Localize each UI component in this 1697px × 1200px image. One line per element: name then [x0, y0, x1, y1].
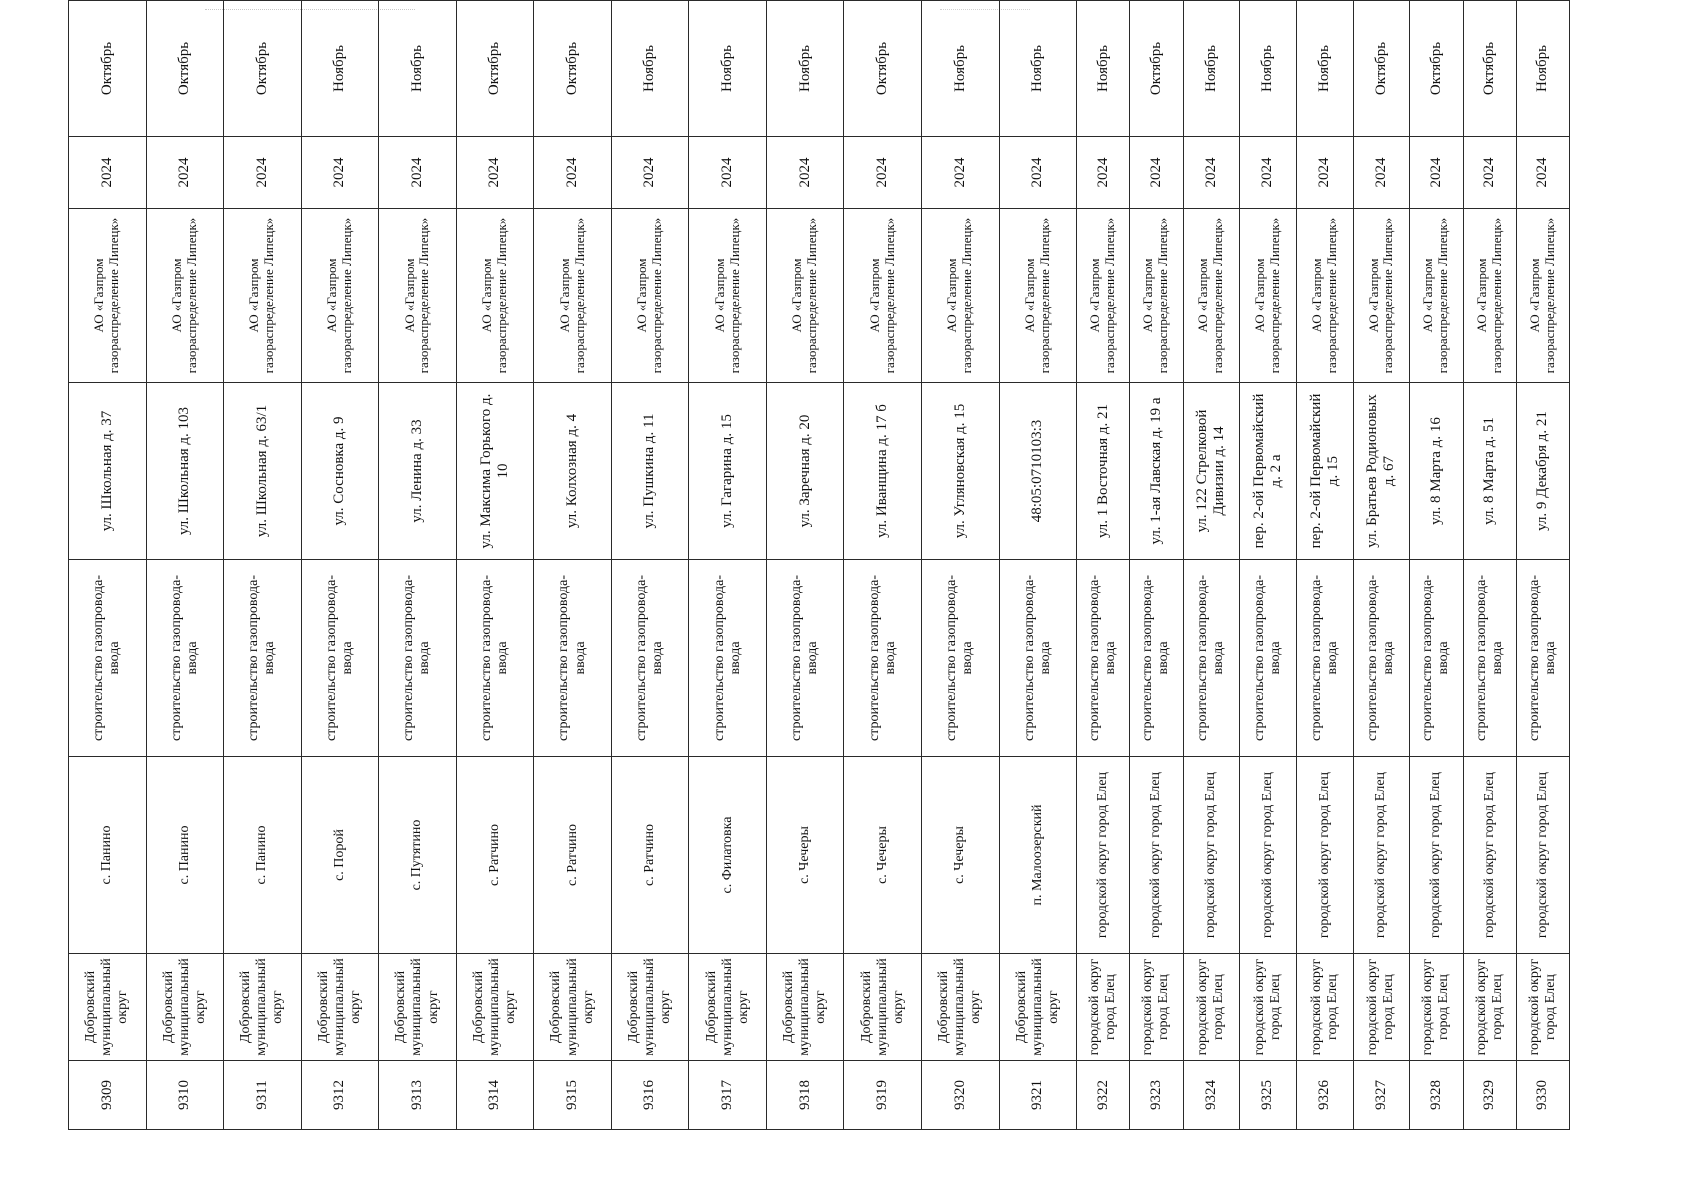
locality-cell: городской округ город Елец — [1130, 757, 1183, 954]
district-cell: Добровский муниципальный округ — [224, 954, 302, 1061]
row-number-cell: 9329 — [1463, 1061, 1516, 1130]
address-cell: ул. Колхозная д. 4 — [534, 383, 612, 560]
district-cell: городской округ город Елец — [1463, 954, 1516, 1061]
organization-cell: АО «Газпром газораспределение Липецк» — [379, 209, 457, 383]
month-cell: Октябрь — [1463, 1, 1516, 137]
year-cell: 2024 — [922, 137, 1000, 209]
district-cell: городской округ город Елец — [1077, 954, 1130, 1061]
row-number-cell: 9317 — [689, 1061, 767, 1130]
organization-cell: АО «Газпром газораспределение Липецк» — [69, 209, 147, 383]
table-row — [1240, 1, 1297, 1130]
organization-cell: АО «Газпром газораспределение Липецк» — [766, 209, 844, 383]
work-type-cell: строительство газопровода-ввода — [922, 560, 1000, 757]
table-row — [766, 1, 844, 1130]
table-row — [1077, 1, 1130, 1130]
locality-cell: с. Чечеры — [844, 757, 922, 954]
address-cell: ул. 1-ая Лавская д. 19 а — [1130, 383, 1183, 560]
organization-cell: АО «Газпром газораспределение Липецк» — [922, 209, 1000, 383]
row-number-cell: 9326 — [1296, 1061, 1353, 1130]
locality-cell: с. Панино — [146, 757, 224, 954]
row-number-cell: 9315 — [534, 1061, 612, 1130]
district-cell: городской округ город Елец — [1410, 954, 1463, 1061]
year-cell: 2024 — [1183, 137, 1240, 209]
district-cell: городской округ город Елец — [1130, 954, 1183, 1061]
table-row — [301, 1, 379, 1130]
address-cell: ул. Пушкина д. 11 — [611, 383, 689, 560]
work-type-cell: строительство газопровода-ввода — [224, 560, 302, 757]
organization-cell: АО «Газпром газораспределение Липецк» — [844, 209, 922, 383]
work-type-cell: строительство газопровода-ввода — [1516, 560, 1569, 757]
month-cell: Ноябрь — [999, 1, 1077, 137]
month-cell: Ноябрь — [1183, 1, 1240, 137]
district-cell: городской округ город Елец — [1183, 954, 1240, 1061]
locality-cell: городской округ город Елец — [1183, 757, 1240, 954]
organization-cell: АО «Газпром газораспределение Липецк» — [456, 209, 534, 383]
work-type-cell: строительство газопровода-ввода — [456, 560, 534, 757]
row-number-cell: 9312 — [301, 1061, 379, 1130]
district-cell: Добровский муниципальный округ — [689, 954, 767, 1061]
address-cell: ул. Братьев Родионовых д. 67 — [1353, 383, 1410, 560]
locality-cell: городской округ город Елец — [1463, 757, 1516, 954]
year-cell: 2024 — [1296, 137, 1353, 209]
address-cell: ул. Школьная д. 37 — [69, 383, 147, 560]
year-cell: 2024 — [456, 137, 534, 209]
organization-cell: АО «Газпром газораспределение Липецк» — [689, 209, 767, 383]
row-number-cell: 9309 — [69, 1061, 147, 1130]
district-cell: Добровский муниципальный округ — [146, 954, 224, 1061]
district-cell: Добровский муниципальный округ — [766, 954, 844, 1061]
locality-cell: городской округ город Елец — [1516, 757, 1569, 954]
locality-cell: с. Чечеры — [766, 757, 844, 954]
table-row — [1353, 1, 1410, 1130]
district-cell: Добровский муниципальный округ — [922, 954, 1000, 1061]
address-cell: ул. 9 Декабря д. 21 — [1516, 383, 1569, 560]
year-cell: 2024 — [1353, 137, 1410, 209]
organization-cell: АО «Газпром газораспределение Липецк» — [301, 209, 379, 383]
table-body — [69, 1, 1570, 1130]
locality-cell: городской округ город Елец — [1240, 757, 1297, 954]
year-cell: 2024 — [1130, 137, 1183, 209]
address-cell: ул. 8 Марта д. 16 — [1410, 383, 1463, 560]
month-cell: Октябрь — [534, 1, 612, 137]
row-number-cell: 9323 — [1130, 1061, 1183, 1130]
row-number-cell: 9324 — [1183, 1061, 1240, 1130]
table-row — [1410, 1, 1463, 1130]
table-row — [534, 1, 612, 1130]
work-type-cell: строительство газопровода-ввода — [1077, 560, 1130, 757]
table-row — [69, 1, 147, 1130]
month-cell: Ноябрь — [1296, 1, 1353, 137]
table-row — [922, 1, 1000, 1130]
locality-cell: с. Ратчино — [456, 757, 534, 954]
month-cell: Октябрь — [1410, 1, 1463, 137]
address-cell: ул. 122 Стрелковой Дивизии д. 14 — [1183, 383, 1240, 560]
year-cell: 2024 — [534, 137, 612, 209]
row-number-cell: 9313 — [379, 1061, 457, 1130]
table-row — [1463, 1, 1516, 1130]
year-cell: 2024 — [611, 137, 689, 209]
year-cell: 2024 — [766, 137, 844, 209]
district-cell: Добровский муниципальный округ — [534, 954, 612, 1061]
year-cell: 2024 — [1240, 137, 1297, 209]
month-cell: Октябрь — [456, 1, 534, 137]
month-cell: Ноябрь — [689, 1, 767, 137]
month-cell: Октябрь — [146, 1, 224, 137]
month-cell: Ноябрь — [301, 1, 379, 137]
year-cell: 2024 — [1410, 137, 1463, 209]
gas-connection-schedule-table — [68, 0, 1570, 1130]
organization-cell: АО «Газпром газораспределение Липецк» — [1183, 209, 1240, 383]
address-cell: пер. 2-ой Первомайский д. 15 — [1296, 383, 1353, 560]
address-cell: ул. Гагарина д. 15 — [689, 383, 767, 560]
organization-cell: АО «Газпром газораспределение Липецк» — [1240, 209, 1297, 383]
year-cell: 2024 — [301, 137, 379, 209]
locality-cell: с. Ратчино — [534, 757, 612, 954]
work-type-cell: строительство газопровода-ввода — [844, 560, 922, 757]
locality-cell: городской округ город Елец — [1353, 757, 1410, 954]
month-cell: Октябрь — [844, 1, 922, 137]
organization-cell: АО «Газпром газораспределение Липецк» — [611, 209, 689, 383]
year-cell: 2024 — [379, 137, 457, 209]
row-number-cell: 9311 — [224, 1061, 302, 1130]
organization-cell: АО «Газпром газораспределение Липецк» — [534, 209, 612, 383]
organization-cell: АО «Газпром газораспределение Липецк» — [224, 209, 302, 383]
row-number-cell: 9320 — [922, 1061, 1000, 1130]
month-cell: Ноябрь — [922, 1, 1000, 137]
locality-cell: с. Ратчино — [611, 757, 689, 954]
locality-cell: с. Порой — [301, 757, 379, 954]
month-cell: Октябрь — [1353, 1, 1410, 137]
district-cell: городской округ город Елец — [1516, 954, 1569, 1061]
work-type-cell: строительство газопровода-ввода — [146, 560, 224, 757]
month-cell: Ноябрь — [1240, 1, 1297, 137]
organization-cell: АО «Газпром газораспределение Липецк» — [1296, 209, 1353, 383]
work-type-cell: строительство газопровода-ввода — [1353, 560, 1410, 757]
work-type-cell: строительство газопровода-ввода — [1296, 560, 1353, 757]
district-cell: Добровский муниципальный округ — [611, 954, 689, 1061]
year-cell: 2024 — [1077, 137, 1130, 209]
organization-cell: АО «Газпром газораспределение Липецк» — [1516, 209, 1569, 383]
row-number-cell: 9330 — [1516, 1061, 1569, 1130]
work-type-cell: строительство газопровода-ввода — [1183, 560, 1240, 757]
district-cell: Добровский муниципальный округ — [456, 954, 534, 1061]
organization-cell: АО «Газпром газораспределение Липецк» — [146, 209, 224, 383]
district-cell: Добровский муниципальный округ — [69, 954, 147, 1061]
row-number-cell: 9314 — [456, 1061, 534, 1130]
address-cell: ул. 1 Восточная д. 21 — [1077, 383, 1130, 560]
district-cell: Добровский муниципальный округ — [301, 954, 379, 1061]
address-cell: 48:05:0710103:3 — [999, 383, 1077, 560]
locality-cell: с. Филатовка — [689, 757, 767, 954]
month-cell: Ноябрь — [766, 1, 844, 137]
month-cell: Октябрь — [1130, 1, 1183, 137]
locality-cell: с. Чечеры — [922, 757, 1000, 954]
locality-cell: с. Панино — [224, 757, 302, 954]
address-cell: ул. Максима Горького д. 10 — [456, 383, 534, 560]
row-number-cell: 9322 — [1077, 1061, 1130, 1130]
address-cell: ул. Сосновка д. 9 — [301, 383, 379, 560]
month-cell: Октябрь — [224, 1, 302, 137]
address-cell: ул. Школьная д. 103 — [146, 383, 224, 560]
year-cell: 2024 — [224, 137, 302, 209]
table-row — [379, 1, 457, 1130]
district-cell: Добровский муниципальный округ — [379, 954, 457, 1061]
organization-cell: АО «Газпром газораспределение Липецк» — [1130, 209, 1183, 383]
address-cell: ул. Школьная д. 63/1 — [224, 383, 302, 560]
work-type-cell: строительство газопровода-ввода — [689, 560, 767, 757]
work-type-cell: строительство газопровода-ввода — [1463, 560, 1516, 757]
table-row — [689, 1, 767, 1130]
year-cell: 2024 — [999, 137, 1077, 209]
table-row — [456, 1, 534, 1130]
organization-cell: АО «Газпром газораспределение Липецк» — [999, 209, 1077, 383]
work-type-cell: строительство газопровода-ввода — [611, 560, 689, 757]
district-cell: Добровский муниципальный округ — [999, 954, 1077, 1061]
address-cell: ул. 8 Марта д. 51 — [1463, 383, 1516, 560]
table-row — [1183, 1, 1240, 1130]
table-row — [224, 1, 302, 1130]
rotated-page — [68, 41, 1570, 1130]
district-cell: Добровский муниципальный округ — [844, 954, 922, 1061]
work-type-cell: строительство газопровода-ввода — [1240, 560, 1297, 757]
year-cell: 2024 — [689, 137, 767, 209]
month-cell: Ноябрь — [379, 1, 457, 137]
district-cell: городской округ город Елец — [1240, 954, 1297, 1061]
year-cell: 2024 — [69, 137, 147, 209]
address-cell: пер. 2-ой Первомайский д. 2 а — [1240, 383, 1297, 560]
row-number-cell: 9325 — [1240, 1061, 1297, 1130]
row-number-cell: 9316 — [611, 1061, 689, 1130]
month-cell: Ноябрь — [611, 1, 689, 137]
year-cell: 2024 — [146, 137, 224, 209]
table-row — [1130, 1, 1183, 1130]
work-type-cell: строительство газопровода-ввода — [301, 560, 379, 757]
work-type-cell: строительство газопровода-ввода — [999, 560, 1077, 757]
address-cell: ул. Заречная д. 20 — [766, 383, 844, 560]
year-cell: 2024 — [1463, 137, 1516, 209]
organization-cell: АО «Газпром газораспределение Липецк» — [1463, 209, 1516, 383]
table-row — [146, 1, 224, 1130]
locality-cell: с. Панино — [69, 757, 147, 954]
row-number-cell: 9318 — [766, 1061, 844, 1130]
address-cell: ул. Иванщина д. 17 б — [844, 383, 922, 560]
organization-cell: АО «Газпром газораспределение Липецк» — [1410, 209, 1463, 383]
work-type-cell: строительство газопровода-ввода — [1130, 560, 1183, 757]
row-number-cell: 9319 — [844, 1061, 922, 1130]
row-number-cell: 9327 — [1353, 1061, 1410, 1130]
locality-cell: п. Малоозерский — [999, 757, 1077, 954]
work-type-cell: строительство газопровода-ввода — [1410, 560, 1463, 757]
table-row — [611, 1, 689, 1130]
locality-cell: городской округ город Елец — [1296, 757, 1353, 954]
locality-cell: с. Путятино — [379, 757, 457, 954]
organization-cell: АО «Газпром газораспределение Липецк» — [1077, 209, 1130, 383]
month-cell: Ноябрь — [1516, 1, 1569, 137]
organization-cell: АО «Газпром газораспределение Липецк» — [1353, 209, 1410, 383]
year-cell: 2024 — [1516, 137, 1569, 209]
month-cell: Ноябрь — [1077, 1, 1130, 137]
address-cell: ул. Угляновская д. 15 — [922, 383, 1000, 560]
address-cell: ул. Ленина д. 33 — [379, 383, 457, 560]
district-cell: городской округ город Елец — [1296, 954, 1353, 1061]
row-number-cell: 9328 — [1410, 1061, 1463, 1130]
table-row — [1296, 1, 1353, 1130]
table-row — [999, 1, 1077, 1130]
month-cell: Октябрь — [69, 1, 147, 137]
row-number-cell: 9310 — [146, 1061, 224, 1130]
work-type-cell: строительство газопровода-ввода — [534, 560, 612, 757]
year-cell: 2024 — [844, 137, 922, 209]
work-type-cell: строительство газопровода-ввода — [379, 560, 457, 757]
table-row — [1516, 1, 1569, 1130]
work-type-cell: строительство газопровода-ввода — [69, 560, 147, 757]
row-number-cell: 9321 — [999, 1061, 1077, 1130]
locality-cell: городской округ город Елец — [1077, 757, 1130, 954]
work-type-cell: строительство газопровода-ввода — [766, 560, 844, 757]
district-cell: городской округ город Елец — [1353, 954, 1410, 1061]
table-row — [844, 1, 922, 1130]
locality-cell: городской округ город Елец — [1410, 757, 1463, 954]
